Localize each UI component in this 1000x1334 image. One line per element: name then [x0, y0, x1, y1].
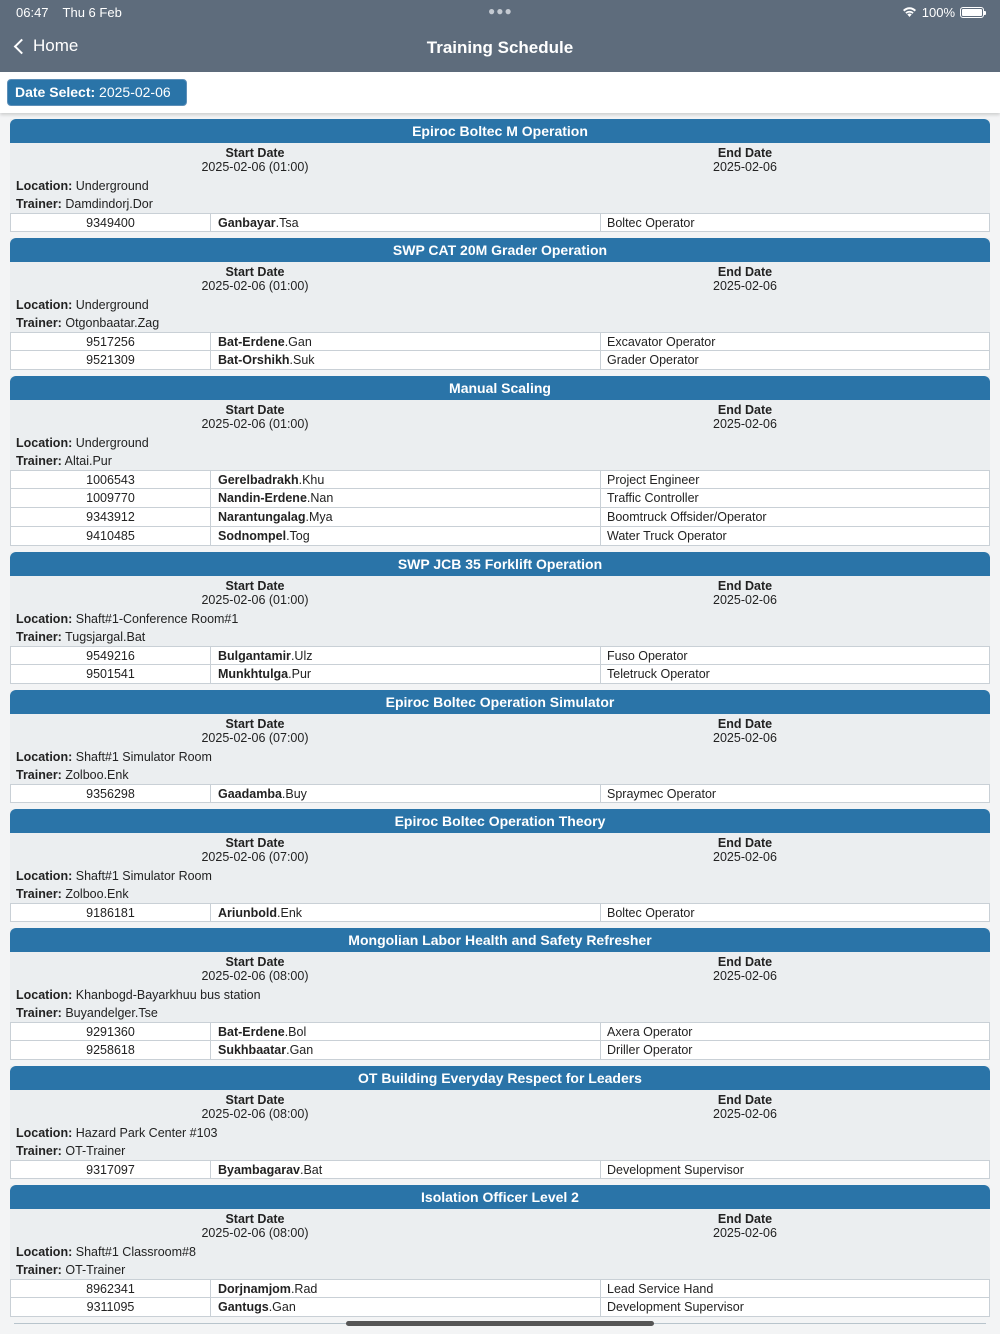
trainee-row[interactable]	[10, 1160, 990, 1179]
trainee-first-name: Munkhtulga	[218, 667, 289, 681]
training-title: OT Building Everyday Respect for Leaders	[10, 1066, 990, 1090]
trainer-value: Tugsjargal.Bat	[65, 630, 146, 644]
start-date-label: Start Date	[225, 1093, 285, 1107]
end-date-label: End Date	[717, 717, 773, 731]
training-card	[10, 552, 990, 684]
trainee-position: Fuso Operator	[607, 649, 688, 663]
trainee-last-name: .Nan	[306, 491, 334, 505]
end-date-value: 2025-02-06	[713, 850, 777, 864]
start-date-value: 2025-02-06 (08:00)	[201, 1226, 309, 1240]
training-location	[10, 434, 990, 452]
trainee-id: 9291360	[11, 1023, 211, 1040]
training-location	[10, 1243, 990, 1261]
trainee-row[interactable]	[10, 665, 990, 684]
start-date-value: 2025-02-06 (07:00)	[201, 731, 309, 745]
training-title: Mongolian Labor Health and Safety Refresher	[10, 928, 990, 952]
trainee-position: Development Supervisor	[607, 1300, 744, 1314]
start-date-label: Start Date	[225, 955, 285, 969]
trainee-last-name: .Tsa	[275, 216, 299, 230]
location-label: Location:	[16, 298, 73, 312]
trainee-id: 9521309	[11, 351, 211, 369]
end-date-value: 2025-02-06	[713, 160, 777, 174]
training-card	[10, 238, 990, 370]
training-dates	[10, 400, 990, 434]
trainee-last-name: .Rad	[290, 1282, 318, 1296]
location-value: Shaft#1-Conference Room#1	[75, 612, 239, 626]
training-card	[10, 1066, 990, 1179]
trainee-name	[211, 508, 601, 526]
trainee-row[interactable]	[10, 527, 990, 546]
training-location	[10, 610, 990, 628]
trainee-position: Traffic Controller	[607, 491, 699, 505]
location-label: Location:	[16, 436, 73, 450]
training-dates	[10, 143, 990, 177]
trainer-label: Trainer:	[16, 197, 62, 211]
trainee-name	[211, 1041, 601, 1059]
training-trainer	[10, 1142, 990, 1160]
training-trainer	[10, 1261, 990, 1279]
trainer-label: Trainer:	[16, 768, 62, 782]
training-dates	[10, 1209, 990, 1243]
training-title: Manual Scaling	[10, 376, 990, 400]
trainee-first-name: Gantugs	[218, 1300, 269, 1314]
trainer-value: Damdindorj.Dor	[65, 197, 153, 211]
location-value: Hazard Park Center #103	[75, 1126, 218, 1140]
trainee-id: 9311095	[11, 1298, 211, 1316]
trainee-row[interactable]	[10, 213, 990, 232]
end-date-label: End Date	[717, 403, 773, 417]
training-dates	[10, 833, 990, 867]
location-label: Location:	[16, 988, 73, 1002]
trainer-value: Zolboo.Enk	[65, 768, 129, 782]
trainee-row[interactable]	[10, 1041, 990, 1060]
back-label: Home	[33, 36, 79, 55]
trainee-first-name: Nandin-Erdene	[218, 491, 307, 505]
trainee-first-name: Sukhbaatar	[218, 1043, 287, 1057]
trainee-row[interactable]	[10, 351, 990, 370]
end-date-label: End Date	[717, 265, 773, 279]
trainee-name	[211, 904, 601, 921]
end-date-label: End Date	[717, 146, 773, 160]
battery-icon	[960, 7, 984, 18]
trainee-last-name: .Tog	[286, 529, 310, 543]
location-label: Location:	[16, 750, 73, 764]
trainee-position: Teletruck Operator	[607, 667, 710, 681]
location-value: Khanbogd-Bayarkhuu bus station	[75, 988, 261, 1002]
end-date-label: End Date	[717, 836, 773, 850]
training-trainer	[10, 314, 990, 332]
trainee-last-name: .Gan	[286, 1043, 314, 1057]
trainee-row[interactable]	[10, 332, 990, 351]
location-label: Location:	[16, 612, 73, 626]
trainee-last-name: .Mya	[305, 510, 333, 524]
training-location	[10, 748, 990, 766]
location-label: Location:	[16, 1245, 73, 1259]
training-trainer	[10, 452, 990, 470]
trainee-name	[211, 489, 601, 507]
trainee-id: 9501541	[11, 665, 211, 683]
trainee-position: Boomtruck Offsider/Operator	[607, 510, 767, 524]
trainer-label: Trainer:	[16, 454, 62, 468]
training-title: Epiroc Boltec M Operation	[10, 119, 990, 143]
training-trainer	[10, 628, 990, 646]
location-label: Location:	[16, 1126, 73, 1140]
trainee-name	[211, 1161, 601, 1178]
trainee-row[interactable]	[10, 784, 990, 803]
location-value: Underground	[75, 298, 149, 312]
trainee-first-name: Gerelbadrakh	[218, 473, 299, 487]
location-value: Shaft#1 Simulator Room	[75, 869, 212, 883]
start-date-value: 2025-02-06 (01:00)	[201, 593, 309, 607]
trainee-position: Spraymec Operator	[607, 787, 717, 801]
trainee-first-name: Narantungalag	[218, 510, 306, 524]
training-location	[10, 177, 990, 195]
trainer-label: Trainer:	[16, 887, 62, 901]
training-card	[10, 376, 990, 546]
status-time: 06:47	[16, 5, 49, 20]
end-date-value: 2025-02-06	[713, 417, 777, 431]
battery-percent: 100%	[921, 5, 955, 20]
trainee-position: Driller Operator	[607, 1043, 693, 1057]
trainee-first-name: Dorjnamjom	[218, 1282, 291, 1296]
wifi-icon	[902, 5, 917, 20]
end-date-value: 2025-02-06	[713, 1107, 777, 1121]
home-indicator[interactable]	[346, 1321, 654, 1326]
trainee-id: 9549216	[11, 647, 211, 664]
training-list	[10, 119, 990, 1323]
start-date-label: Start Date	[225, 1212, 285, 1226]
trainee-id: 9356298	[11, 785, 211, 802]
training-location	[10, 986, 990, 1004]
trainee-position: Development Supervisor	[607, 1163, 744, 1177]
trainee-first-name: Ganbayar	[218, 216, 276, 230]
end-date-label: End Date	[717, 1212, 773, 1226]
training-title: Epiroc Boltec Operation Simulator	[10, 690, 990, 714]
training-trainer	[10, 766, 990, 784]
trainee-id: 9410485	[11, 527, 211, 545]
trainee-first-name: Byambagarav	[218, 1163, 300, 1177]
start-date-label: Start Date	[225, 717, 285, 731]
trainee-first-name: Bat-Erdene	[218, 335, 285, 349]
training-location	[10, 296, 990, 314]
location-label: Location:	[16, 869, 73, 883]
trainer-value: Altai.Pur	[64, 454, 112, 468]
start-date-value: 2025-02-06 (01:00)	[201, 160, 309, 174]
trainee-last-name: .Pur	[288, 667, 312, 681]
trainee-position: Project Engineer	[607, 473, 700, 487]
trainer-value: Zolboo.Enk	[65, 887, 129, 901]
trainee-position: Boltec Operator	[607, 906, 695, 920]
multitasking-dots-icon[interactable]: ●●●	[488, 4, 513, 18]
trainee-first-name: Gaadamba	[218, 787, 282, 801]
trainer-value: Otgonbaatar.Zag	[65, 316, 160, 330]
trainee-name	[211, 471, 601, 488]
trainee-position: Grader Operator	[607, 353, 699, 367]
trainee-name	[211, 665, 601, 683]
trainee-name	[211, 1023, 601, 1040]
start-date-value: 2025-02-06 (08:00)	[201, 1107, 309, 1121]
trainer-label: Trainer:	[16, 1006, 62, 1020]
start-date-value: 2025-02-06 (08:00)	[201, 969, 309, 983]
trainee-name	[211, 785, 601, 802]
location-value: Shaft#1 Classroom#8	[75, 1245, 196, 1259]
trainee-id: 9349400	[11, 214, 211, 231]
location-label: Location:	[16, 179, 73, 193]
end-date-label: End Date	[717, 1093, 773, 1107]
trainee-last-name: .Bat	[300, 1163, 323, 1177]
training-dates	[10, 576, 990, 610]
training-dates	[10, 262, 990, 296]
training-title: SWP CAT 20M Grader Operation	[10, 238, 990, 262]
trainee-name	[211, 214, 601, 231]
trainee-last-name: .Buy	[281, 787, 307, 801]
trainee-first-name: Ariunbold	[218, 906, 278, 920]
trainee-row[interactable]	[10, 903, 990, 922]
date-select-label: Date Select:	[15, 84, 96, 100]
start-date-value: 2025-02-06 (07:00)	[201, 850, 309, 864]
trainee-id: 9258618	[11, 1041, 211, 1059]
training-card	[10, 690, 990, 803]
trainee-row[interactable]	[10, 508, 990, 527]
trainer-label: Trainer:	[16, 316, 62, 330]
location-value: Shaft#1 Simulator Room	[75, 750, 212, 764]
start-date-label: Start Date	[225, 146, 285, 160]
trainer-label: Trainer:	[16, 1263, 62, 1277]
location-value: Underground	[75, 179, 149, 193]
trainee-id: 9317097	[11, 1161, 211, 1178]
trainee-name	[211, 647, 601, 664]
toolbar	[0, 72, 1000, 113]
trainee-row[interactable]	[10, 470, 990, 489]
start-date-label: Start Date	[225, 265, 285, 279]
start-date-label: Start Date	[225, 836, 285, 850]
trainee-first-name: Bat-Erdene	[218, 1025, 285, 1039]
start-date-label: Start Date	[225, 403, 285, 417]
trainee-first-name: Sodnompel	[218, 529, 287, 543]
trainee-last-name: .Ulz	[290, 649, 313, 663]
trainer-label: Trainer:	[16, 1144, 62, 1158]
trainee-position: Lead Service Hand	[607, 1282, 714, 1296]
training-trainer	[10, 195, 990, 213]
trainee-row[interactable]	[10, 1279, 990, 1298]
end-date-value: 2025-02-06	[713, 279, 777, 293]
training-title: Isolation Officer Level 2	[10, 1185, 990, 1209]
end-date-value: 2025-02-06	[713, 1226, 777, 1240]
trainee-name	[211, 1298, 601, 1316]
trainee-id: 1009770	[11, 489, 211, 507]
training-dates	[10, 714, 990, 748]
training-dates	[10, 1090, 990, 1124]
end-date-value: 2025-02-06	[713, 593, 777, 607]
training-card	[10, 1185, 990, 1317]
trainee-id: 8962341	[11, 1280, 211, 1297]
trainee-first-name: Bat-Orshikh	[218, 353, 290, 367]
trainee-last-name: .Gan	[268, 1300, 296, 1314]
training-trainer	[10, 885, 990, 903]
header	[0, 0, 1000, 72]
trainee-last-name: .Enk	[277, 906, 303, 920]
training-card	[10, 119, 990, 232]
trainee-name	[211, 333, 601, 350]
date-select-value: 2025-02-06	[99, 84, 171, 100]
trainee-last-name: .Suk	[289, 353, 315, 367]
training-dates	[10, 952, 990, 986]
trainer-value: OT-Trainer	[65, 1144, 126, 1158]
trainee-name	[211, 527, 601, 545]
end-date-label: End Date	[717, 955, 773, 969]
page-title: Training Schedule	[426, 38, 574, 57]
trainee-id: 1006543	[11, 471, 211, 488]
training-card	[10, 928, 990, 1060]
trainee-last-name: .Khu	[298, 473, 325, 487]
start-date-label: Start Date	[225, 579, 285, 593]
trainer-value: Buyandelger.Tse	[65, 1006, 158, 1020]
trainee-last-name: .Gan	[284, 335, 312, 349]
training-location	[10, 1124, 990, 1142]
training-title: SWP JCB 35 Forklift Operation	[10, 552, 990, 576]
location-value: Underground	[75, 436, 149, 450]
trainee-position: Boltec Operator	[607, 216, 695, 230]
trainer-label: Trainer:	[16, 630, 62, 644]
trainee-name	[211, 1280, 601, 1297]
start-date-value: 2025-02-06 (01:00)	[201, 417, 309, 431]
end-date-value: 2025-02-06	[713, 731, 777, 745]
training-location	[10, 867, 990, 885]
trainee-row[interactable]	[10, 489, 990, 508]
trainer-value: OT-Trainer	[65, 1263, 126, 1277]
training-card	[10, 809, 990, 922]
trainee-row[interactable]	[10, 1298, 990, 1317]
trainee-row[interactable]	[10, 1022, 990, 1041]
training-trainer	[10, 1004, 990, 1022]
trainee-name	[211, 351, 601, 369]
trainee-id: 9517256	[11, 333, 211, 350]
trainee-position: Excavator Operator	[607, 335, 716, 349]
date-select-button[interactable]	[7, 79, 187, 106]
start-date-value: 2025-02-06 (01:00)	[201, 279, 309, 293]
trainee-position: Water Truck Operator	[607, 529, 727, 543]
trainee-last-name: .Bol	[284, 1025, 307, 1039]
trainee-position: Axera Operator	[607, 1025, 693, 1039]
trainee-first-name: Bulgantamir	[218, 649, 291, 663]
trainee-id: 9186181	[11, 904, 211, 921]
end-date-label: End Date	[717, 579, 773, 593]
training-title: Epiroc Boltec Operation Theory	[10, 809, 990, 833]
trainee-row[interactable]	[10, 646, 990, 665]
trainee-id: 9343912	[11, 508, 211, 526]
end-date-value: 2025-02-06	[713, 969, 777, 983]
status-date: Thu 6 Feb	[62, 5, 122, 20]
